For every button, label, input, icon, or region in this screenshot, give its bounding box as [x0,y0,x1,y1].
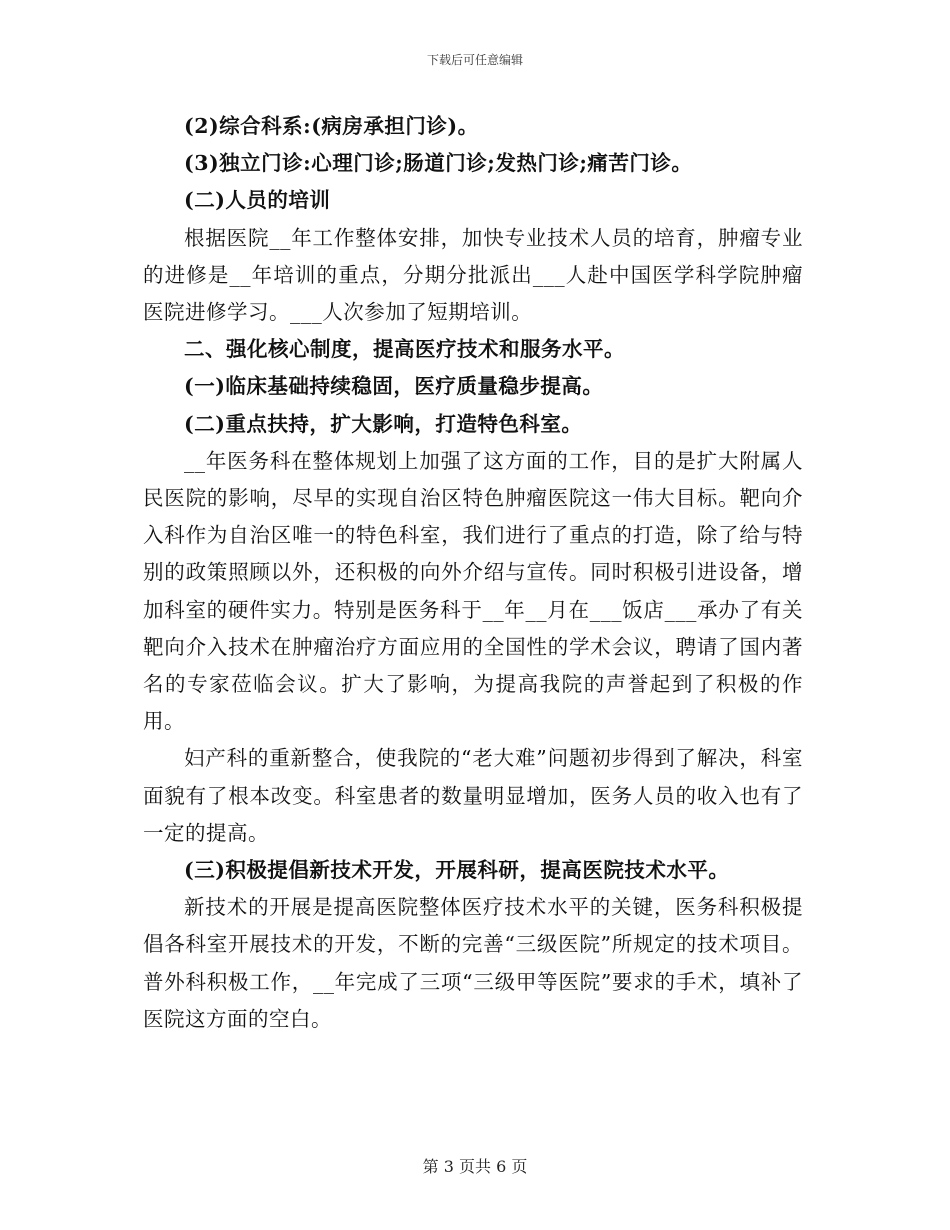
paragraph-5: 二、强化核心制度，提高医疗技术和服务水平。 [184,337,625,362]
paragraph-7: (二)重点扶持，扩大影响，打造特色科室。 [184,411,583,436]
document-body [143,108,803,1038]
paragraph-1: (2)综合科系:(病房承担门诊)。 [184,114,479,138]
page-header: 下载后可任意编辑 [426,53,523,67]
paragraph-10: (三)积极提倡新技术开发，开展科研，提高医院技术水平。 [184,858,730,883]
paragraph-9: 妇产科的重新整合，使我院的“老大难”问题初步得到了解决，科室面貌有了根本改变。科室患者的数量明显增加，医务人员的收入也有了一定的提高。 [143,746,803,845]
page-footer: 第 3 页共 6 页 [422,1157,528,1176]
paragraph-2: (3)独立门诊:心理门诊;肠道门诊;发热门诊;痛苦门诊。 [184,151,693,176]
paragraph-6: (一)临床基础持续稳固，医疗质量稳步提高。 [184,374,604,399]
paragraph-11: 新技术的开展是提高医院整体医疗技术水平的关键，医务科积极提倡各科室开展技术的开发，不断的完善“三级医院”所规定的技术项目。普外科积极工作，__年完成了三项“三级甲等医院”要求的手术，填补了医院这方面的空白。 [143,895,803,1031]
paragraph-4: 根据医院__年工作整体安排，加快专业技术人员的培育，肿瘤专业的进修是__年培训的重点，分期分批派出___人赴中国医学科学院肿瘤医院进修学习。___人次参加了短期培训。 [143,225,803,325]
paragraph-8: __年医务科在整体规划上加强了这方面的工作，目的是扩大附属人民医院的影响，尽早的实现自治区特色肿瘤医院这一伟大目标。靶向介入科作为自治区唯一的特色科室，我们进行了重点的打造，除了给与特别的政策照顾以外，还积极的向外介绍与宣传。同时积极引进设备，增加科室的硬件实力。特别是医务科于__年__月在___饭店___承办了有关靶向介入技术在肿瘤治疗方面应用的全国性的学术会议，聘请了国内著名的专家莅临会议。扩大了影响，为提高我院的声誉起到了积极的作用。 [143,448,803,734]
paragraph-3: (二)人员的培训 [184,188,331,213]
